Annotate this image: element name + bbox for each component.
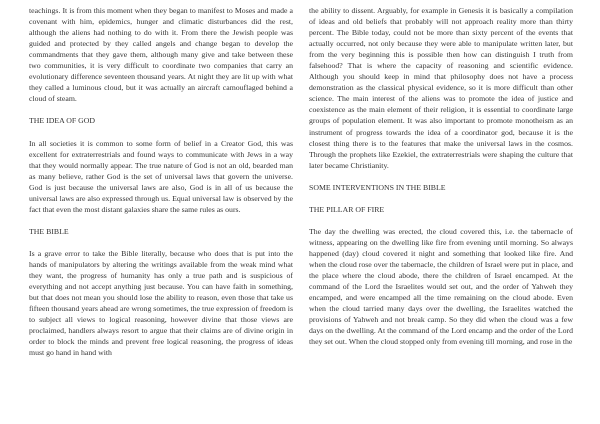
bible-paragraph: Is a grave error to take the Bible literally, because who does that is put into the hands of manipulators by altering the writings available from the weak mind what they want, the progress of humanity has only a true path and is suspicious of everything and not accept anything just because. You can have faith in something, but that does not mean you should lose the ability to reason, even those that take us fifteen thousand years ahead are wrong sometimes, the true expression of freedom is to subject all views to logical reasoning, however divine that those views are proclaimed, handlers always resort to argue that their claims are of divine origin in order to block the minds and prevent free logical reasoning, the progress of ideas must go hand in hand with (29, 249, 293, 358)
paragraph-spacer (29, 127, 293, 138)
paragraph-spacer (309, 215, 573, 226)
intro-paragraph: teachings. It is from this moment when they began to manifest to Moses and made a covenant with him, epidemics, hunger and climatic disturbances did the rest, although the aliens had nothing to do with it. From there the Jewish people was guided and protected by they called angels and change began to develop the commandments that they gave them, although many give and take between these two communities, it is very difficult to coordinate two companies that carry an evolutionary difference seventeen thousand years. At night they are lit up with what they called a luminous cloud, but it was actually an aircraft camouflaged behind a cloud of steam. (29, 6, 293, 104)
paragraph-spacer (29, 215, 293, 226)
section-heading-idea-of-god: THE IDEA OF GOD (29, 116, 96, 126)
section-heading-interventions: SOME INTERVENTIONS IN THE BIBLE (309, 182, 446, 192)
paragraph-spacer (29, 104, 293, 115)
left-page-column (29, 5, 293, 359)
idea-of-god-paragraph: In all societies it is common to some form of belief in a Creator God, this was excellent for extraterrestrials and found ways to communicate with Jews in a way that they would normally appear. The true nature of God is not an old, bearded man as many believe, rather God is the set of universal laws that govern the universe. God is just because the universal laws are also, God is in all of us because the universal laws are also expressed through us. Equal universal law is observed by the fact that even the most distant galaxies share the same rules as ours. (29, 138, 293, 214)
pillar-of-fire-paragraph: The day the dwelling was erected, the cloud covered this, i.e. the tabernacle of witness, appearing on the dwelling like fire from evening until morning. So always happened (day) cloud covered it night and something that looked like fire. And when the cloud rose over the tabernacle, the children of Israel were put in place, and the place where the cloud abode, there the children of Israel encamped. At the command of the Lord the Israelites would set out, and the order of Yahweh they encamped, and were encamped all the time remaining on the cloud abode. Even when the cloud tarried many days over the dwelling, the Israelites watched the provisions of Yahweh and not break camp. So they did when the cloud was a few days on the dwelling. At the command of the Lord encamp and the order of the Lord they set out. When the cloud stopped only from evening till morning, and rose in the (309, 226, 573, 347)
continuation-paragraph: the ability to dissent. Arguably, for example in Genesis it is basically a compilation of ideas and old beliefs that probably will not approach reality more than thirty percent. The Bible today, could not be more than sixty percent of the events that actually occurred, not only because they were able to manipulate written later, but from the very beginning this is possible then how can distinguish I truth from falsehood? That is where the capacity of reasoning and scientific evidence. Although you should keep in mind that philosophy does not have a process demonstration as the classical physical evidence, so it is more difficult than other science. The main interest of the aliens was to promote the idea of justice and coexistence as the main element of their religion, it is essential to coordinate large groups of population element. It was also important to promote monotheism as an instrument of progress towards the idea of a coordinator god, because it is the closest thing there is to the features that make the universal laws in the cosmos. Through the prophets like Ezekiel, the extraterrestrials were shaping the culture that later became Christianity. (309, 6, 573, 170)
paragraph-spacer (309, 171, 573, 182)
section-heading-pillar-of-fire: THE PILLAR OF FIRE (309, 204, 385, 214)
paragraph-spacer (29, 237, 293, 248)
right-page-column (309, 5, 573, 347)
paragraph-spacer (309, 193, 573, 204)
section-heading-bible: THE BIBLE (29, 226, 69, 236)
